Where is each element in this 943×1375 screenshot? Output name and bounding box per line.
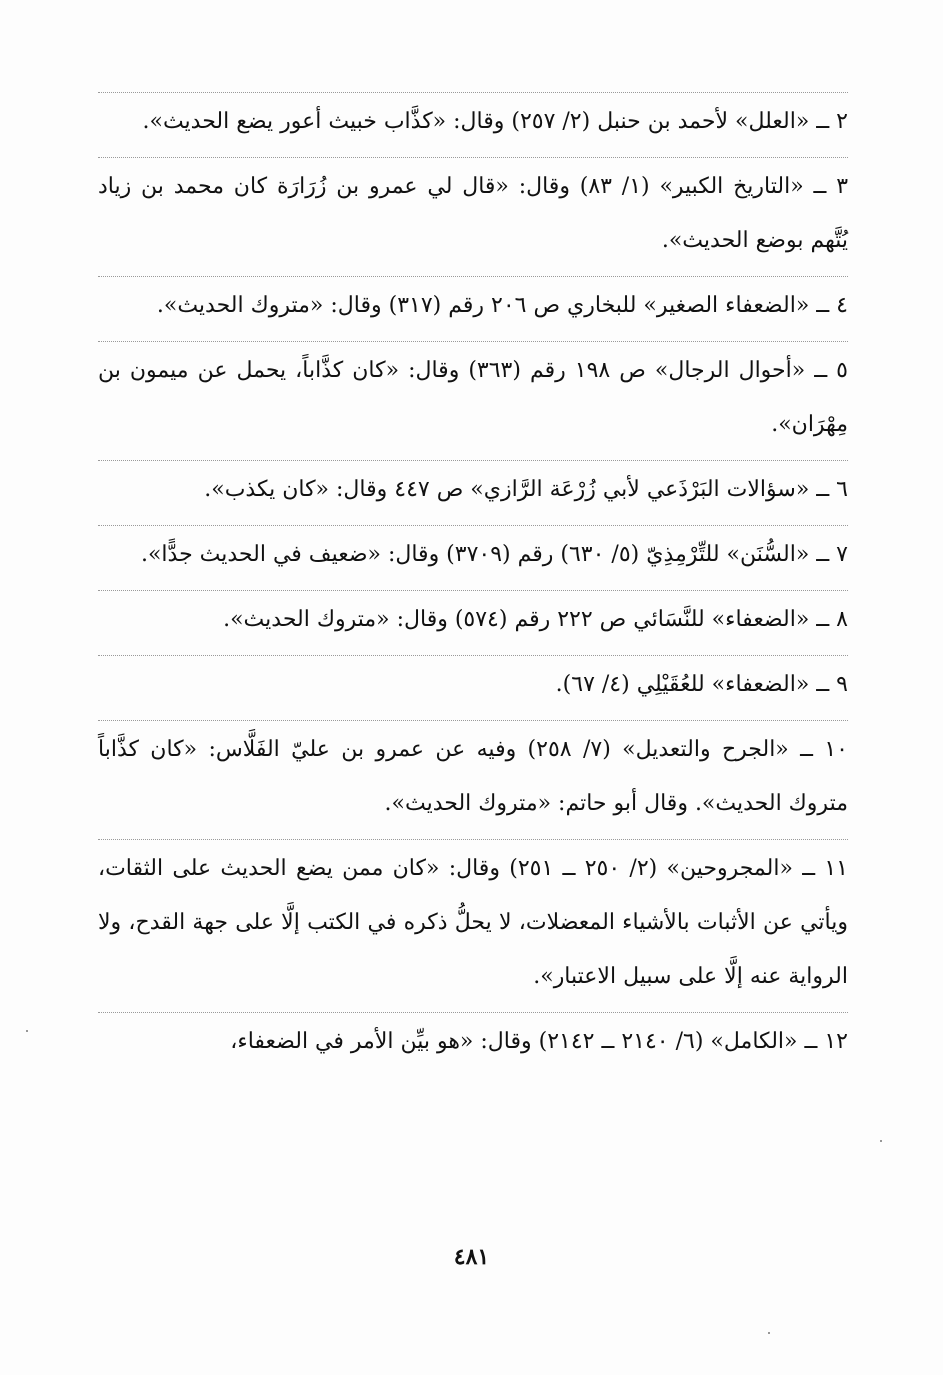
page-number: ٤٨١ (453, 1244, 490, 1270)
scan-speck (880, 1140, 882, 1142)
entry-6: ٦ ــ «سؤالات البَرْذَعي لأبي زُرْعَة الرَّازي» ص ٤٤٧ وقال: «كان يكذب». (204, 477, 848, 502)
entry-9: ٩ ــ «الضعفاء» للعُقَيْلِي (٤/ ٦٧). (555, 672, 848, 697)
footnote-list (98, 92, 848, 1077)
entry-8: ٨ ــ «الضعفاء» للنَّسَائي ص ٢٢٢ رقم (٥٧٤) وقال: «متروك الحديث». (223, 607, 848, 632)
divider (98, 92, 848, 93)
divider (98, 460, 848, 461)
divider (98, 341, 848, 342)
divider (98, 525, 848, 526)
entry-11: ١١ ــ «المجروحين» (٢/ ٢٥٠ ــ ٢٥١) وقال: «كان ممن يضع الحديث على الثقات، ويأتي عن الأثبات بالأشياء المعضلات، لا يحلُّ ذكره في الكتب إلَّا على جهة القدح، ولا الرواية عنه إلَّا على سبيل الاعتبار». (98, 856, 848, 989)
divider (98, 590, 848, 591)
entry-7: ٧ ــ «السُّنَن» للتِّرْمِذِيّ (٥/ ٦٣٠) رقم (٣٧٠٩) وقال: «ضعيف في الحديث جدًّا». (140, 542, 848, 567)
entry-10: ١٠ ــ «الجرح والتعديل» (٧/ ٢٥٨) وفيه عن عمرو بن عليّ الفَلَّاس: «كان كذَّاباً متروك الحديث». وقال أبو حاتم: «متروك الحديث». (98, 737, 848, 816)
divider (98, 720, 848, 721)
entry-3: ٣ ــ «التاريخ الكبير» (١/ ٨٣) وقال: «قال لي عمرو بن زُرَارَة كان محمد بن زياد يُتَّهم بوضع الحديث». (98, 174, 849, 253)
divider (98, 655, 848, 656)
scan-speck (26, 1030, 28, 1032)
entry-2: ٢ ــ «العلل» لأحمد بن حنبل (٢/ ٢٥٧) وقال: «كذَّاب خبيث أعور يضع الحديث». (142, 109, 848, 134)
scan-speck (768, 1332, 770, 1334)
divider (98, 1012, 848, 1013)
divider (98, 157, 848, 158)
entry-5: ٥ ــ «أحوال الرجال» ص ١٩٨ رقم (٣٦٣) وقال: «كان كذَّاباً، يحمل عن ميمون بن مِهْرَان». (98, 358, 848, 437)
divider (98, 276, 848, 277)
entry-12: ١٢ ــ «الكامل» (٦/ ٢١٤٠ ــ ٢١٤٢) وقال: «هو بيِّن الأمر في الضعفاء، (230, 1029, 848, 1054)
entry-4: ٤ ــ «الضعفاء الصغير» للبخاري ص ٢٠٦ رقم (٣١٧) وقال: «متروك الحديث». (156, 293, 848, 318)
divider (98, 839, 848, 840)
